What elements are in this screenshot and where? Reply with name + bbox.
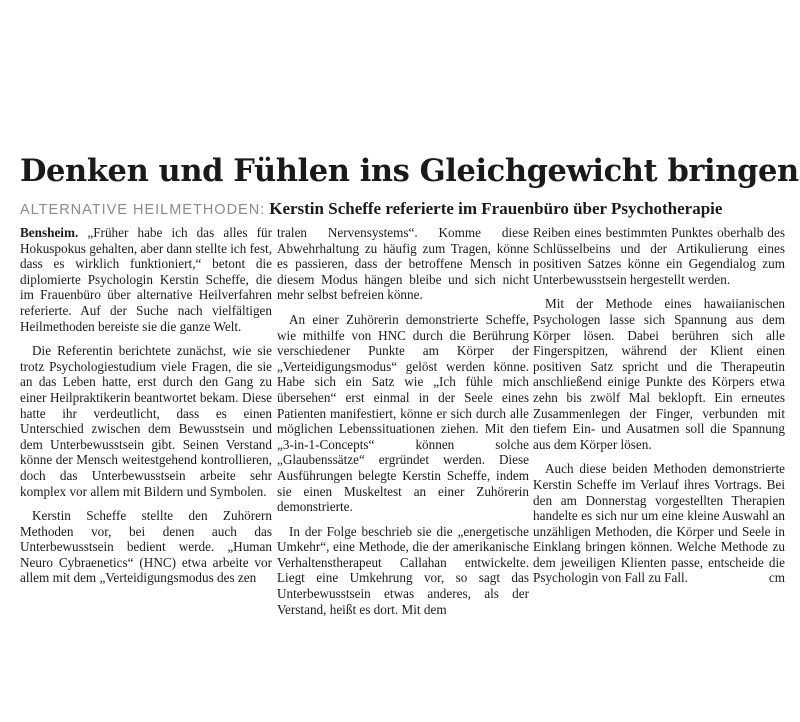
column-2 [277, 225, 529, 626]
column-1 [20, 225, 272, 595]
paragraph: Die Referentin berichtete zunächst, wie sie trotz Psychologiestudium viele Fragen, die sie an das Leben hatte, erst durch den Gang zu einer Heilpraktikerin beantwortet bekam. Diese hatte ihr verdeutlicht, dass es einen Unterschied zwischen dem Bewusstsein und dem Unterbewusstsein gibt. Seinen Verstand könne der Mensch weitestgehend kontrollieren, doch das Unterbewusstsein arbeite sehr komplex vor allem mit Bildern und Symbolen. [20, 343, 272, 499]
paragraph: Reiben eines bestimmten Punktes oberhalb des Schlüsselbeins und der Artikulierung eines positiven Satzes könne ein Gegendialog zum Unterbewusstsein hergestellt werden. [533, 225, 785, 287]
article-subline [20, 198, 780, 221]
author-signature: cm [768, 570, 785, 586]
paragraph: Kerstin Scheffe stellte den Zuhörern Methoden vor, bei denen auch das Unterbewusstsein bedient werde. „Human Neuro Cybraenetics“ (HNC) etwa arbeite vor allem mit dem „Verteidigungsmodus des zen [20, 508, 272, 586]
article-headline: Denken und Fühlen ins Gleichgewicht bringen [20, 153, 799, 189]
paragraph: In der Folge beschrieb sie die „energetische Umkehr“, eine Methode, die der amerikanische Verhaltenstherapeut Callahan entwickelte. Liegt eine Umkehrung vor, so sagt das Unterbewusstsein etwas anderes, als der Verstand, heißt es dort. Mit dem [277, 523, 529, 617]
paragraph: Mit der Methode eines hawaiianischen Psychologen lasse sich Spannung aus dem Körper lösen. Dabei berühren sich alle Fingerspitzen, während der Klient einen positiven Satz spricht und die Therapeutin anschließend einige Punkte des Körpers etwa zehn bis zwölf Mal beklopft. Ein erneutes Zusammenlegen der Finger, verbunden mit tiefem Ein- und Ausatmen soll die Spannung aus dem Körper lösen. [533, 296, 785, 452]
paragraph-text: „Früher habe ich das alles für Hokuspokus gehalten, aber dann stellte ich fest, dass es wirklich funktioniert,“ betont die diplomierte Psychologin Kerstin Scheffe, die im Frauenbüro über alternative Heilverfahren referierte. Auf der Suche nach vielfältigen Heilmethoden bereiste sie die ganze Welt. [20, 225, 273, 334]
dateline: Bensheim. [20, 225, 79, 240]
paragraph [20, 225, 272, 334]
paragraph: tralen Nervensystems“. Komme diese Abwehrhaltung zu häufig zum Tragen, könne es passieren, dass der betroffene Mensch in diesem Modus hängen bleibe und sich nicht mehr selbst befreien könne. [277, 225, 529, 303]
article-subtitle: Kerstin Scheffe referierte im Frauenbüro über Psychotherapie [269, 199, 723, 218]
paragraph: An einer Zuhörerin demonstrierte Scheffe, wie mithilfe von HNC durch die Berührung verschiedener Punkte am Körper der „Verteidigungsmodus“ gelöst werden könne. Habe sich ein Satz wie „Ich fühle mich übersehen“ erst einmal in der Seele eines Patienten manifestiert, könne er sich durch alle möglichen Lebenssituationen ziehen. Mit den „3-in-1-Concepts“ können solche „Glaubenssätze“ ergründet werden. Diese Ausführungen belegte Kerstin Scheffe, indem sie einen Muskeltest an einer Zuhörerin demonstrierte. [277, 311, 529, 515]
paragraph-text: Auch diese beiden Methoden demonstrierte Kerstin Scheffe im Verlauf ihres Vortrags. Bei den am Donnerstag vorgestellten Therapien handelte es sich nur um eine kleine Auswahl an unzähligen Methoden, die Körper und Seele in Einklang bringen können. Welche Methode zu dem jeweiligen Klienten passe, entscheide die Psychologin von Fall zu Fall. [533, 461, 785, 586]
section-kicker: ALTERNATIVE HEILMETHODEN: [20, 202, 266, 218]
column-3 [533, 225, 785, 595]
paragraph [533, 461, 785, 586]
